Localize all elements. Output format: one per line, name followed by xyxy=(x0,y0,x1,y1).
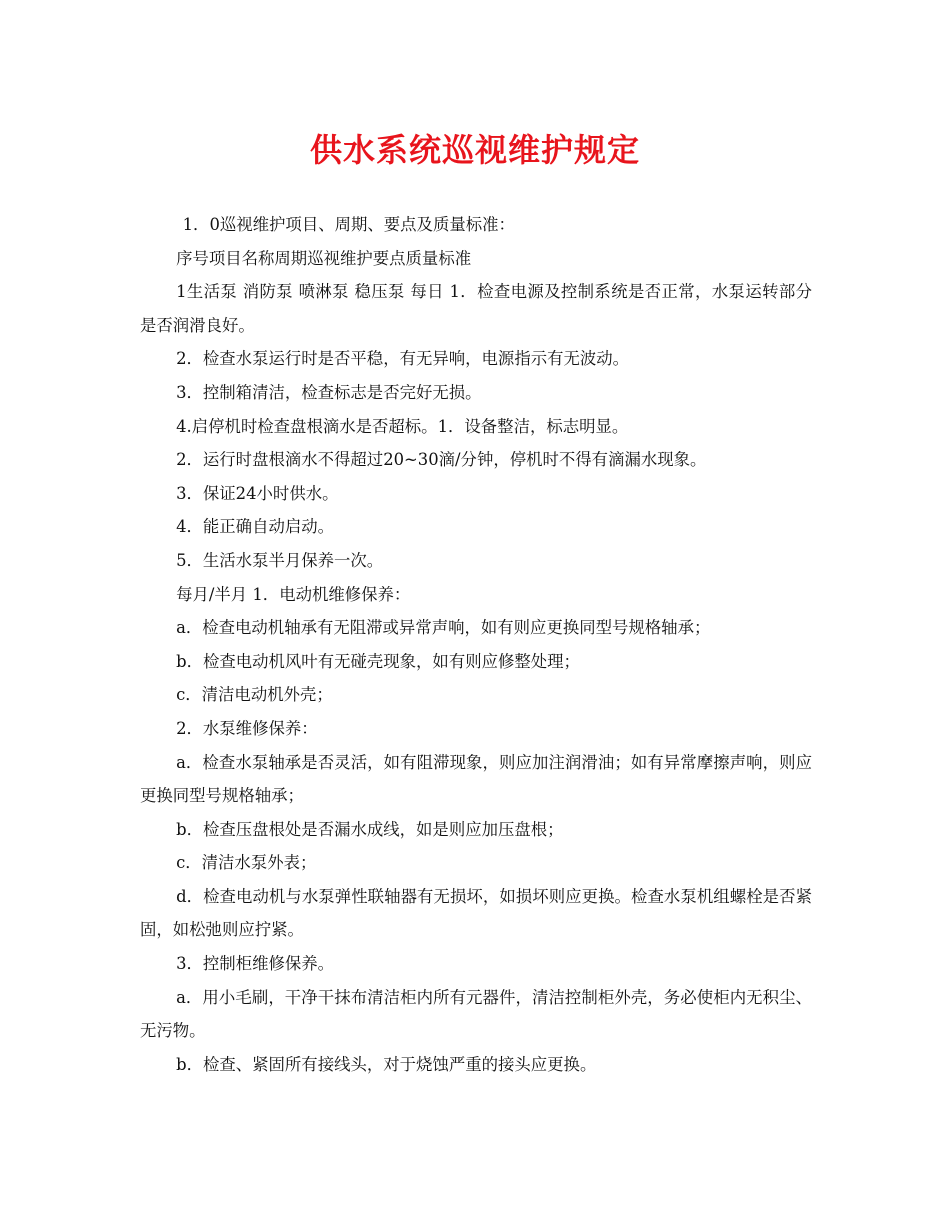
paragraph: 3．保证24小时供水。 xyxy=(176,483,339,503)
paragraph: c．清洁水泵外表； xyxy=(176,853,317,873)
paragraph: a．用小毛刷，干净干抹布清洁柜内所有元器件，清洁控制柜外壳，务必使柜内无积尘、无污物。 xyxy=(140,987,812,1041)
page-title: 供水系统巡视维护规定 xyxy=(309,131,640,169)
paragraph: 2．检查水泵运行时是否平稳，有无异响，电源指示有无波动。 xyxy=(176,349,630,369)
paragraph: a．检查电动机轴承有无阻滞或异常声响，如有则应更换同型号规格轴承； xyxy=(176,618,711,638)
paragraph: a．检查水泵轴承是否灵活，如有阻滞现象，则应加注润滑油；如有异常摩擦声响，则应更换同型号规格轴承； xyxy=(140,752,812,806)
paragraph: 4.启停机时检查盘根滴水是否超标。1．设备整洁，标志明显。 xyxy=(176,416,629,436)
paragraph: b．检查压盘根处是否漏水成线，如是则应加压盘根； xyxy=(176,819,564,839)
paragraph: 5．生活水泵半月保养一次。 xyxy=(176,550,384,570)
paragraph: b．检查、紧固所有接线头，对于烧蚀严重的接头应更换。 xyxy=(176,1054,597,1074)
paragraph: 3．控制柜维修保养。 xyxy=(176,954,335,974)
paragraph: 序号项目名称周期巡视维护要点质量标准 xyxy=(176,248,472,268)
paragraph: 1生活泵 消防泵 喷淋泵 稳压泵 每日 1．检查电源及控制系统是否正常，水泵运转部分是否润滑良好。 xyxy=(140,282,812,335)
paragraph: c．清洁电动机外壳； xyxy=(176,685,333,705)
paragraph: 2．运行时盘根滴水不得超过20~30滴/分钟，停机时不得有滴漏水现象。 xyxy=(176,450,707,470)
paragraph: 3．控制箱清洁，检查标志是否完好无损。 xyxy=(176,382,482,402)
paragraph: 每月/半月 1．电动机维修保养： xyxy=(176,584,411,604)
paragraph: 2．水泵维修保养： xyxy=(176,718,318,738)
paragraph: b．检查电动机风叶有无碰壳现象，如有则应修整处理； xyxy=(176,651,580,671)
document-body xyxy=(140,208,812,1081)
paragraph: 4．能正确自动启动。 xyxy=(176,517,335,537)
paragraph: 1．0巡视维护项目、周期、要点及质量标准： xyxy=(182,215,515,234)
paragraph: d．检查电动机与水泵弹性联轴器有无损坏，如损坏则应更换。检查水泵机组螺栓是否紧固，如松弛则应拧紧。 xyxy=(140,886,812,940)
